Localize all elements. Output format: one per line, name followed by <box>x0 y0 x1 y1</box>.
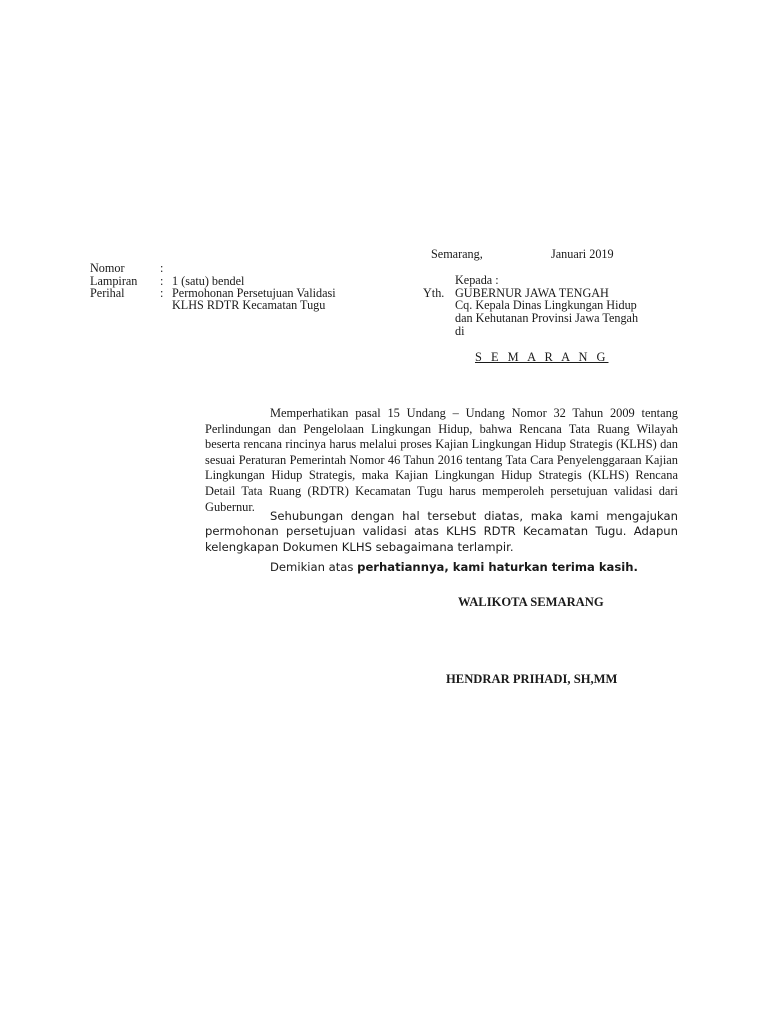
lampiran-colon: : <box>160 274 164 288</box>
recipient-city: S E M A R A N G <box>475 350 609 364</box>
perihal-colon: : <box>160 286 164 300</box>
recipient-line-4: di <box>455 324 465 338</box>
body-paragraph-2: Sehubungan dengan hal tersebut diatas, maka kami mengajukan permohonan persetujuan validasi atas KLHS RDTR Kecamatan Tugu. Adapun kelengkapan Dokumen KLHS sebagaimana terlampir. <box>205 509 678 554</box>
closing-part-2: perhatiannya, kami haturkan terima kasih. <box>357 560 638 574</box>
nomor-colon: : <box>160 261 164 275</box>
yth-label: Yth. <box>423 286 445 300</box>
lampiran-value: 1 (satu) bendel <box>172 274 245 288</box>
perihal-line-1: Permohonan Persetujuan Validasi <box>172 286 336 300</box>
body-paragraph-1: Memperhatikan pasal 15 Undang – Undang Nomor 32 Tahun 2009 tentang Perlindungan dan Pengelolaan Lingkungan Hidup, bahwa Rencana Tata Ruang Wilayah beserta rencana rincinya harus melalui proses Kajian Lingkungan Hidup Strategis (KLHS) dan sesuai Peraturan Pemerintah Nomor 46 Tahun 2016 tentang Tata Cara Penyelenggaraan Kajian Lingkungan Hidup Strategis, maka Kajian Lingkungan Hidup Strategis (KLHS) Rencana Detail Tata Ruang (RDTR) Kecamatan Tugu harus memperoleh persetujuan validasi dari Gubernur. <box>205 406 678 514</box>
perihal-label: Perihal <box>90 286 125 300</box>
signature-name: HENDRAR PRIHADI, SH,MM <box>446 672 618 686</box>
closing-line <box>270 560 638 575</box>
letter-date: Januari 2019 <box>551 247 614 261</box>
nomor-label: Nomor <box>90 261 125 275</box>
kepada-label: Kepada : <box>455 273 499 287</box>
letter-place: Semarang, <box>431 247 483 261</box>
recipient-line-3: dan Kehutanan Provinsi Jawa Tengah <box>455 311 639 325</box>
lampiran-label: Lampiran <box>90 274 138 288</box>
recipient-line-1: GUBERNUR JAWA TENGAH <box>455 286 609 300</box>
closing-part-1: Demikian atas <box>270 560 358 574</box>
perihal-line-2: KLHS RDTR Kecamatan Tugu <box>172 298 326 312</box>
signature-title: WALIKOTA SEMARANG <box>458 595 604 609</box>
recipient-line-2: Cq. Kepala Dinas Lingkungan Hidup <box>455 298 637 312</box>
